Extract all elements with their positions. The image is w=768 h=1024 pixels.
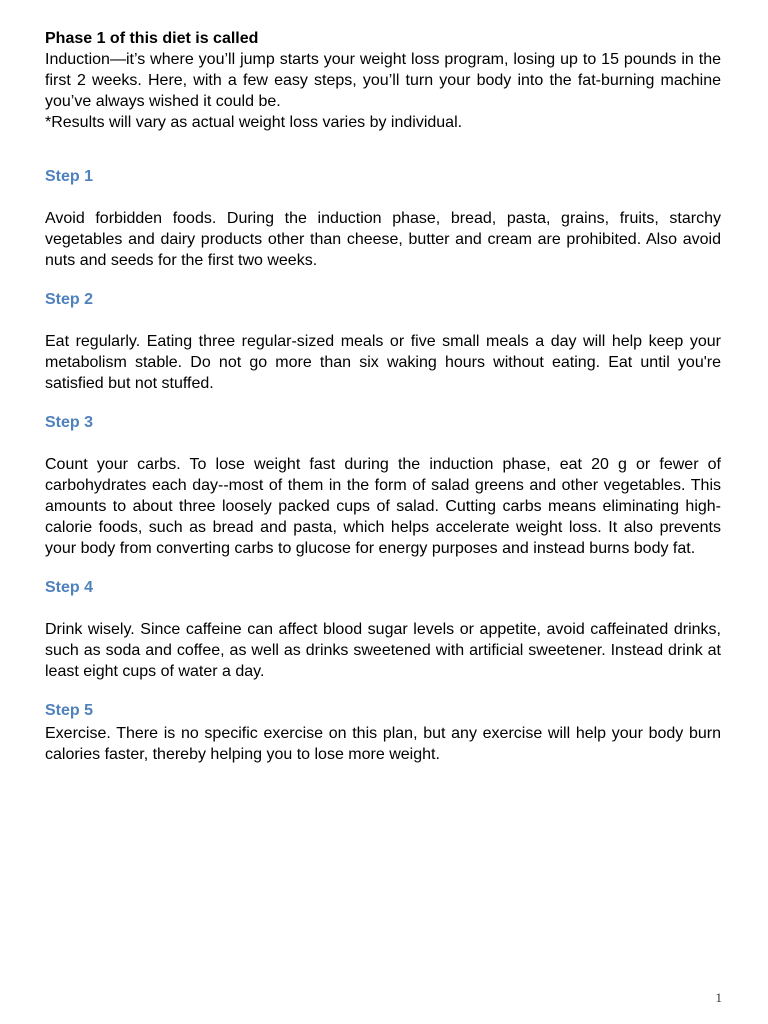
- step-1-heading: Step 1: [45, 168, 94, 185]
- step-2-body: Eat regularly. Eating three regular-sized meals or five small meals a day will help keep your metabolism stable. Do not go more than six waking hours without eating. Eat until you're satisfied but not stuffed.: [45, 333, 721, 392]
- step-2-heading: Step 2: [45, 291, 94, 308]
- step-1-body: Avoid forbidden foods. During the induction phase, bread, pasta, grains, fruits, starchy vegetables and dairy products other than cheese, butter and cream are prohibited. Also avoid nuts and seeds for the first two weeks.: [45, 210, 721, 269]
- document-page: [45, 28, 721, 765]
- results-disclaimer: *Results will vary as actual weight loss varies by individual.: [45, 114, 463, 131]
- step-4-heading: Step 4: [45, 579, 94, 596]
- step-5-body: Exercise. There is no specific exercise on this plan, but any exercise will help your body burn calories faster, thereby helping you to lose more weight.: [45, 725, 721, 763]
- intro-paragraph: Induction—it’s where you’ll jump starts your weight loss program, losing up to 15 pounds in the first 2 weeks. Here, with a few easy steps, you’ll turn your body into the fat-burning machine you’ve always wished it could be.: [45, 51, 721, 110]
- step-5-heading: Step 5: [45, 702, 94, 719]
- step-3-body: Count your carbs. To lose weight fast during the induction phase, eat 20 g or fewer of carbohydrates each day--most of them in the form of salad greens and other vegetables. This amounts to about three loosely packed cups of salad. Cutting carbs means eliminating high-calorie foods, such as bread and pasta, which helps accelerate weight loss. It also prevents your body from converting carbs to glucose for energy purposes and instead burns body fat.: [45, 456, 721, 557]
- step-3-heading: Step 3: [45, 414, 94, 431]
- page-number: 1: [715, 990, 722, 1005]
- intro-title: Phase 1 of this diet is called: [45, 30, 259, 47]
- step-4-body: Drink wisely. Since caffeine can affect blood sugar levels or appetite, avoid caffeinated drinks, such as soda and coffee, as well as drinks sweetened with artificial sweetener. Instead drink at least eight cups of water a day.: [45, 621, 721, 680]
